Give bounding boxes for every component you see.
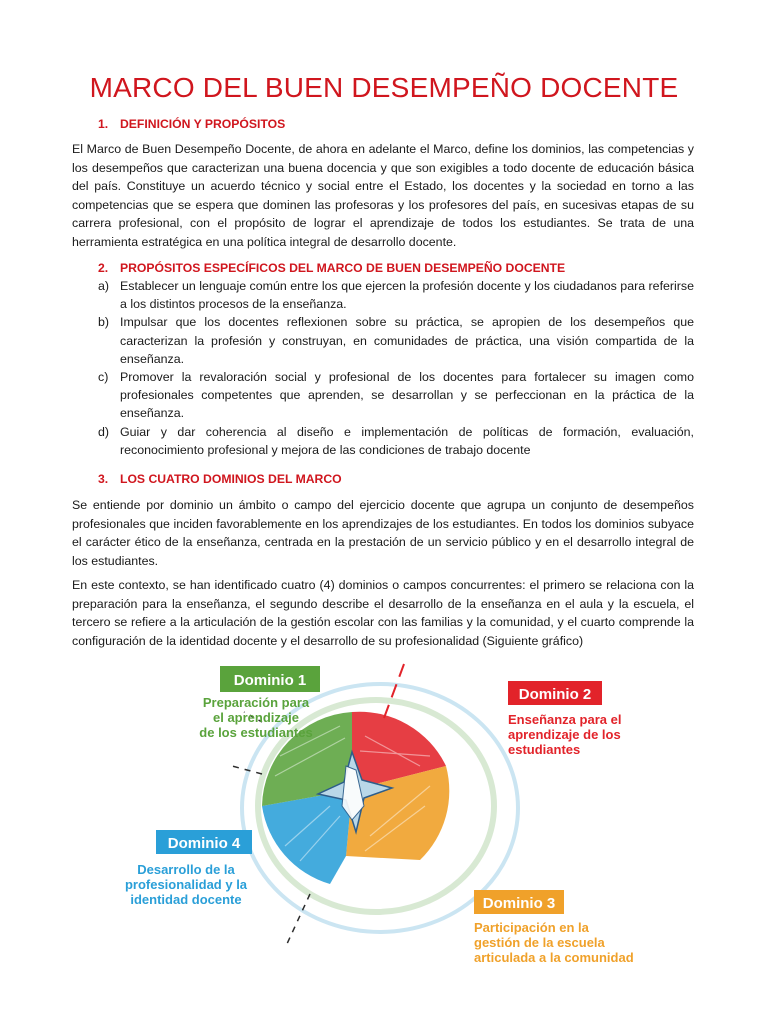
section-2-number: 2. — [98, 261, 109, 275]
section-1-paragraph: El Marco de Buen Desempeño Docente, de ahora en adelante el Marco, define los dominios, las competencias y los desempeños que caracterizan una buena docencia y que son exigibles a todo docente de educación básica del país. Constituye un acuerdo técnico y social entre el Estado, los docentes y la sociedad en torno a las competencias que se espera que dominen las profesoras y los profesores del país, en sucesivas etapas de su carrera profesional, con el propósito de lograr el aprendizaje de todos los estudiantes. Se trata de una herramienta estratégica en una política integral de desarrollo docente. — [72, 142, 694, 249]
quadrant-blue — [262, 790, 352, 884]
section-2-heading-text: PROPÓSITOS ESPECÍFICOS DEL MARCO DE BUEN DESEMPEÑO DOCENTE — [120, 261, 566, 275]
list-item-text: Promover la revaloración social y profesional de los docentes para fortalecer su imagen como profesionales competentes que aprenden, se desarrollan y se perfeccionan en la práctica de la enseñanza. — [120, 370, 694, 421]
section-3-paragraph-2: En este contexto, se han identificado cuatro (4) dominios o campos concurrentes: el primero se relaciona con la preparación para la enseñanza, el segundo describe el desarrollo de la enseñanza en el aula y la escuela, el tercero se refiere a la articulación de la gestión escolar con las familias y la comunidad, y el cuarto comprende la configuración de la identidad docente y el desarrollo de su profesionalidad (Siguiente gráfico) — [72, 578, 694, 648]
list-item-letter: c) — [98, 370, 109, 385]
section-1-number: 1. — [98, 117, 109, 131]
domain-3-line-2: gestión de la escuela — [474, 935, 605, 950]
domain-3-line-1: Participación en la — [474, 920, 589, 935]
list-item — [72, 423, 694, 459]
domains-diagram — [0, 656, 768, 1024]
list-item — [72, 277, 694, 313]
list-item-text: Guiar y dar coherencia al diseño e implementación de políticas de formación, evaluación, reconocimiento profesional y mejora de las condiciones de trabajo docente — [120, 424, 694, 457]
domain-4-line-1: Desarrollo de la — [137, 862, 235, 877]
domain-3-badge-text: Dominio 3 — [482, 895, 556, 912]
list-item-text: Impulsar que los docentes reflexionen sobre su práctica, se apropien de los desempeños que caracterizan la profesión y construyan, en comunidades de práctica, una visión compartida de la enseñanza. — [120, 315, 694, 366]
section-3-heading-text: LOS CUATRO DOMINIOS DEL MARCO — [120, 472, 342, 486]
list-item-letter: d) — [98, 424, 110, 439]
domain-4-badge-text: Dominio 4 — [167, 835, 241, 852]
domain-2-badge-text: Dominio 2 — [518, 686, 592, 703]
domain-1-line-3: de los estudiantes — [199, 725, 313, 740]
domain-1-line-1: Preparación para — [202, 695, 310, 710]
domain-4-line-2: profesionalidad y la — [124, 877, 248, 892]
domain-1-badge-text: Dominio 1 — [233, 672, 307, 689]
document-title: MARCO DEL BUEN DESEMPEÑO DOCENTE — [89, 72, 679, 103]
list-item-letter: a) — [98, 279, 110, 293]
axis-red — [384, 664, 404, 718]
list-item — [72, 313, 694, 368]
list-item-letter: b) — [98, 315, 110, 330]
list-item — [72, 368, 694, 423]
section-1-heading — [98, 117, 285, 131]
domain-3-line-3: articulada a la comunidad — [474, 950, 634, 965]
domain-2-line-3: estudiantes — [508, 742, 581, 757]
section-3-number: 3. — [98, 472, 109, 486]
section-2-list — [72, 277, 694, 459]
domain-1-line-2: el aprendizaje — [213, 710, 299, 725]
list-item-text: Establecer un lenguaje común entre los que ejercen la profesión docente y los ciudadanos para referirse a los distintos procesos de la enseñanza. — [120, 279, 694, 312]
domain-4-line-3: identidad docente — [130, 892, 242, 907]
section-1-heading-text: DEFINICIÓN Y PROPÓSITOS — [120, 117, 286, 131]
section-3-heading — [98, 472, 342, 486]
domain-2-line-1: Enseñanza para el — [508, 712, 622, 727]
domain-2-line-2: aprendizaje de los — [508, 727, 621, 742]
section-3-paragraph-1: Se entiende por dominio un ámbito o campo del ejercicio docente que agrupa un conjunto de desempeños profesionales que inciden favorablemente en los aprendizajes de los estudiantes. En todos los dominios subyace el carácter ético de la enseñanza, centrada en la prestación de un servicio público y en el desarrollo integral de los estudiantes. — [72, 498, 694, 568]
section-2-heading — [98, 261, 565, 275]
